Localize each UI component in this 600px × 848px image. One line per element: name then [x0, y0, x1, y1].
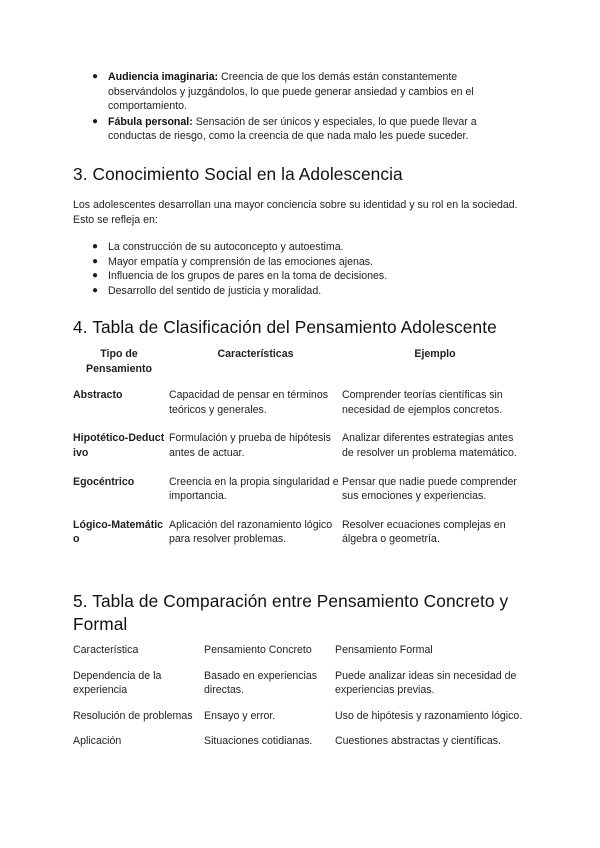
table-cell: Cuestiones abstractas y científicas. [335, 735, 502, 748]
section-3-title: 3. Conocimiento Social en la Adolescencia [73, 164, 403, 184]
list-item [92, 284, 528, 299]
table-row [73, 431, 528, 474]
section-4-title: 4. Tabla de Clasificación del Pensamiento Adolescente [73, 317, 497, 337]
list-item [92, 115, 508, 144]
table-row [73, 734, 528, 760]
table-cell: Situaciones cotidianas. [204, 735, 313, 748]
table-row [73, 388, 528, 431]
table-cell: Creencia en la propia singularidad e importancia. [169, 475, 339, 503]
table-cell: Abstracto [73, 389, 123, 402]
bullet-icon: ● [92, 270, 99, 282]
table-row [73, 518, 528, 561]
list-item-text: Creencia de que los demás están constantemente observándolos y juzgándolos, lo que puede generar ansiedad y cambios en el comportamiento. [108, 71, 474, 113]
table-header-cell: Características [217, 348, 294, 360]
table-row [73, 669, 528, 709]
bullet-icon: ● [92, 71, 99, 82]
table-cell: Hipotético-Deductivo [73, 432, 165, 459]
table-cell: Característica [73, 644, 139, 656]
table-cell: Pensar que nadie puede comprender sus emociones y experiencias. [342, 475, 517, 503]
table-cell: Lógico-Matemático [73, 518, 164, 546]
table-header-row [73, 347, 528, 388]
concepts-list [92, 70, 508, 145]
table-cell: Capacidad de pensar en términos teóricos y generales. [169, 389, 329, 416]
table-cell: Resolver ecuaciones complejas en álgebra o geometría. [342, 518, 506, 546]
list-item [92, 70, 508, 114]
table-row [73, 475, 528, 518]
table-cell: Resolución de problemas [73, 709, 193, 722]
list-item-text: Mayor empatía y comprensión de las emociones ajenas. [108, 255, 373, 268]
table-cell: Puede analizar ideas sin necesidad de experiencias previas. [335, 669, 517, 697]
table-cell: Comprender teorías científicas sin necesidad de ejemplos concretos. [342, 389, 503, 416]
list-item-term: Audiencia imaginaria: [108, 71, 219, 83]
social-knowledge-list [92, 240, 528, 298]
bullet-icon: ● [92, 115, 99, 127]
table-cell: Basado en experiencias directas. [204, 669, 318, 697]
comparison-table [73, 643, 528, 760]
section-3-paragraph: Los adolescentes desarrollan una mayor conciencia sobre su identidad y su rol en la sociedad. Esto se refleja en: [73, 199, 518, 226]
list-item-text: La construcción de su autoconcepto y autoestima. [108, 241, 344, 253]
table-cell: Uso de hipótesis y razonamiento lógico. [335, 709, 523, 722]
table-cell: Aplicación del razonamiento lógico para resolver problemas. [169, 518, 333, 546]
table-header-cell: Tipo de Pensamiento [86, 348, 152, 375]
table-cell: Egocéntrico [73, 475, 135, 488]
table-cell: Dependencia de la experiencia [73, 669, 162, 697]
bullet-icon: ● [92, 241, 99, 252]
table-cell: Analizar diferentes estrategias antes de resolver un problema matemático. [342, 432, 517, 459]
list-item [92, 255, 528, 270]
bullet-icon: ● [92, 255, 99, 267]
list-item-term: Fábula personal: [108, 115, 193, 128]
list-item-text: Desarrollo del sentido de justicia y moralidad. [108, 284, 322, 297]
table-cell: Pensamiento Formal [335, 644, 433, 656]
list-item [92, 269, 528, 284]
table-cell: Ensayo y error. [204, 709, 276, 722]
classification-table [73, 347, 528, 561]
table-row [73, 709, 528, 735]
list-item-text: Sensación de ser únicos y especiales, lo que puede llevar a conductas de riesgo, como la creencia de que nada malo les puede suceder. [108, 115, 477, 143]
list-item-text: Influencia de los grupos de pares en la toma de decisiones. [108, 270, 388, 283]
table-cell: Pensamiento Concreto [204, 644, 312, 656]
table-row [73, 643, 528, 669]
table-header-cell: Ejemplo [414, 348, 456, 360]
bullet-icon: ● [92, 284, 99, 296]
list-item [92, 240, 528, 255]
section-5-title: 5. Tabla de Comparación entre Pensamiento Concreto y Formal [73, 591, 509, 634]
table-cell: Formulación y prueba de hipótesis antes de actuar. [169, 432, 331, 459]
table-cell: Aplicación [73, 735, 122, 748]
